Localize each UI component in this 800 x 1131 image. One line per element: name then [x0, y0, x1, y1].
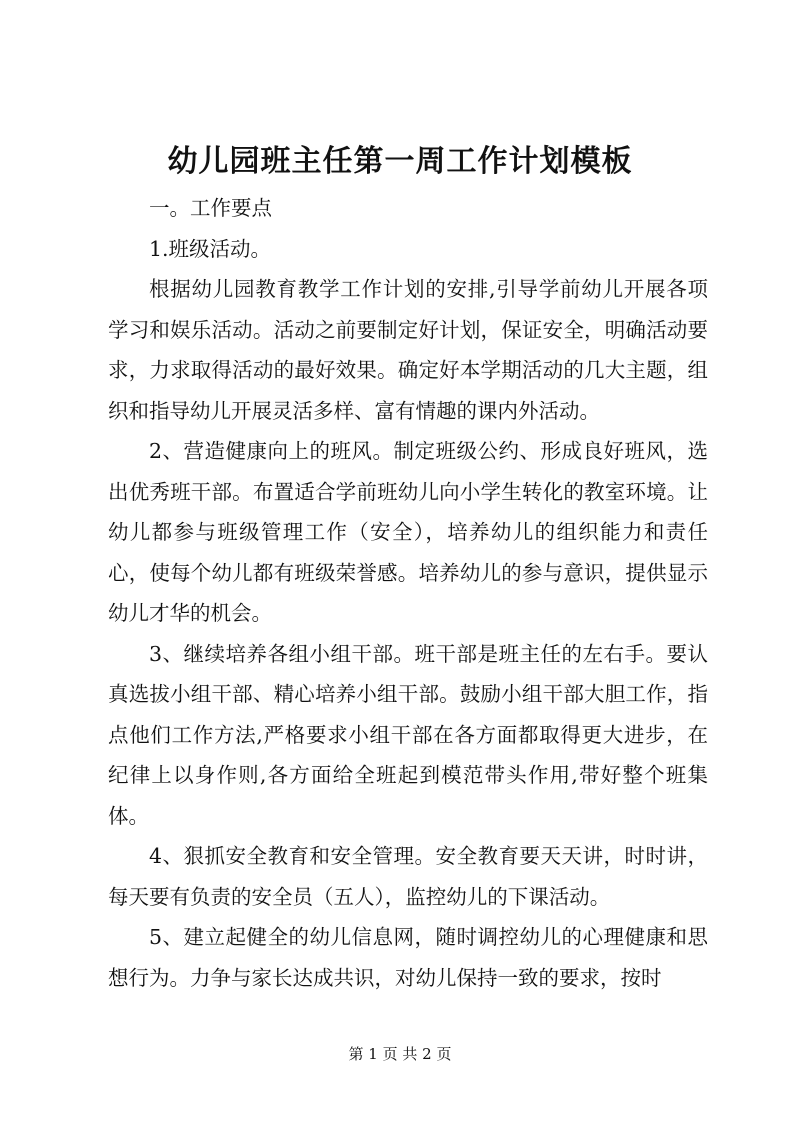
body-paragraph: 3、继续培养各组小组干部。班干部是班主任的左右手。要认真选拔小组干部、精心培养小组干部。鼓励小组干部大胆工作，指点他们工作方法,严格要求小组干部在各方面都取得更大进步，在纪律上以身作则,各方面给全班起到模范带头作用,带好整个班集体。: [108, 641, 708, 828]
document-title: 幼儿园班主任第一周工作计划模板: [167, 144, 633, 179]
body-paragraph: 根据幼儿园教育教学工作计划的安排,引导学前幼儿开展各项学习和娱乐活动。活动之前要制定好计划，保证安全，明确活动要求，力求取得活动的最好效果。确定好本学期活动的几大主题，组织和指导幼儿开展灵活多样、富有情趣的课内外活动。: [108, 277, 708, 423]
subsection-heading: 1.班级活动。: [149, 236, 272, 261]
section-heading: 一。工作要点: [149, 196, 272, 220]
body-paragraph: 5、建立起健全的幼儿信息网，随时调控幼儿的心理健康和思想行为。力争与家长达成共识，对幼儿保持一致的要求，按时: [108, 925, 708, 990]
body-paragraph: 2、营造健康向上的班风。制定班级公约、形成良好班风，选出优秀班干部。布置适合学前班幼儿向小学生转化的教室环境。让幼儿都参与班级管理工作（安全），培养幼儿的组织能力和责任心，使每个幼儿都有班级荣誉感。培养幼儿的参与意识，提供显示幼儿才华的机会。: [108, 439, 708, 625]
page-number-footer: 第 1 页 共 2 页: [348, 1045, 452, 1063]
body-paragraph: 4、狠抓安全教育和安全管理。安全教育要天天讲，时时讲，每天要有负责的安全员（五人），监控幼儿的下课活动。: [108, 844, 708, 909]
document-body: [108, 188, 708, 998]
